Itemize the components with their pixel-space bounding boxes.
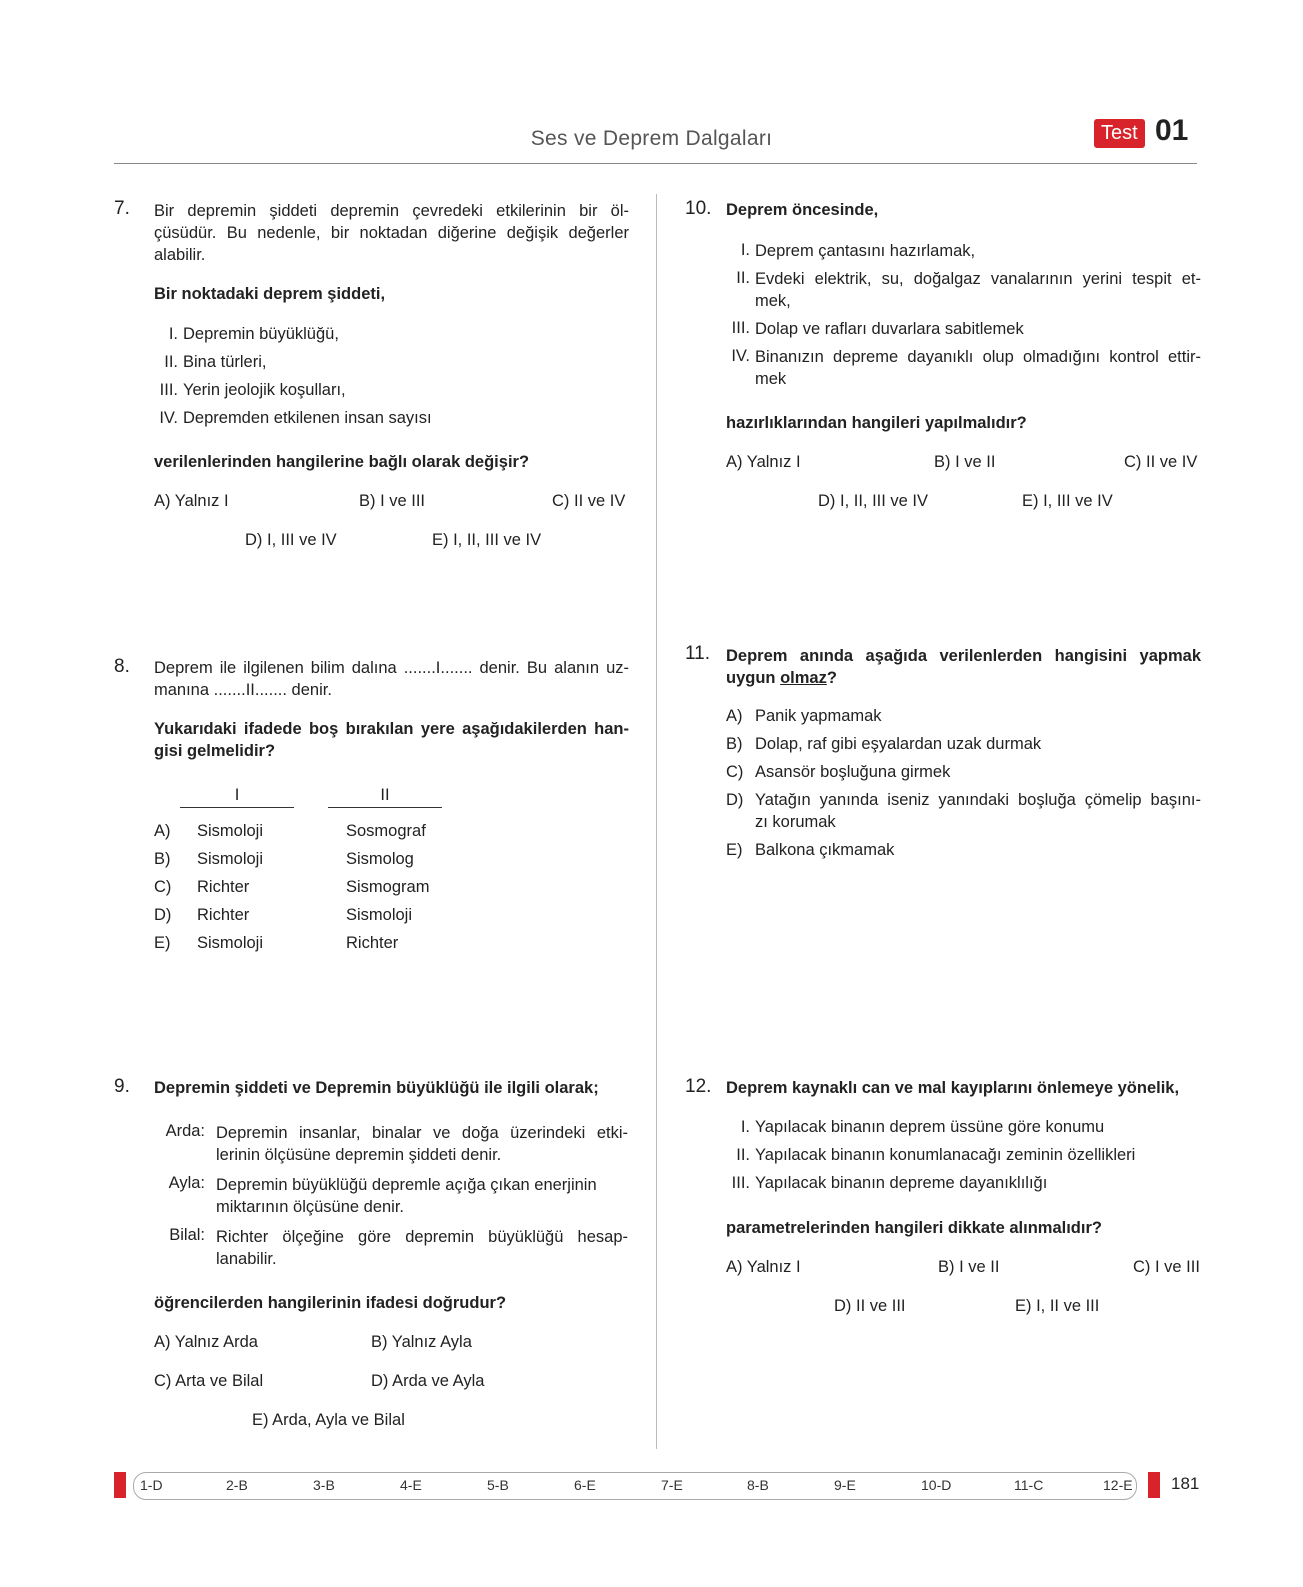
- test-badge: Test: [1094, 119, 1145, 148]
- q9-statement-line: miktarının ölçüsüne denir.: [216, 1198, 405, 1216]
- q10-option-e[interactable]: E) I, III ve IV: [1022, 492, 1113, 510]
- q10-item-line: mek: [755, 370, 787, 388]
- q11-prompt-line: [726, 667, 1201, 689]
- q12-roman: II.: [736, 1146, 750, 1164]
- q8-row-col1: Richter: [197, 906, 250, 924]
- q7-option-a[interactable]: A) Yalnız I: [154, 492, 229, 510]
- q9-option-d[interactable]: D) Arda ve Ayla: [371, 1372, 485, 1390]
- q9-student-statement: [216, 1122, 628, 1166]
- answer-key-item: 1-D: [140, 1477, 163, 1493]
- footer-accent-left: [114, 1472, 126, 1498]
- q10-item-line: Binanızın depreme dayanıklı olup olmadığını kontrol ettir-: [755, 348, 1201, 366]
- q9-student-name: Bilal:: [169, 1226, 205, 1244]
- q8-row-col2: Sismogram: [346, 878, 430, 896]
- q8-number: 8.: [114, 656, 130, 677]
- q12-question: parametrelerinden hangileri dikkate alınmalıdır?: [726, 1219, 1102, 1237]
- q11-option-line: Yatağın yanında iseniz yanındaki boşluğa çömelip başını-: [755, 791, 1201, 809]
- answer-key-item: 9-E: [834, 1477, 856, 1493]
- q7-stem-line: alabilir.: [154, 246, 206, 264]
- answer-key-item: 2-B: [226, 1477, 248, 1493]
- q10-option-c[interactable]: C) II ve IV: [1124, 453, 1198, 471]
- q7-roman: II.: [164, 353, 178, 371]
- q7-number: 7.: [114, 198, 130, 219]
- q8-row-letter[interactable]: C): [154, 878, 172, 896]
- q11-prompt-part: ?: [826, 669, 837, 687]
- q10-item-line: Evdeki elektrik, su, doğalgaz vanalarının yerini tespit et-: [755, 270, 1201, 288]
- q10-prompt: Deprem öncesinde,: [726, 201, 879, 219]
- q7-roman: IV.: [159, 409, 178, 427]
- q8-row-col2: Richter: [346, 934, 399, 952]
- q8-question-line: gisi gelmelidir?: [154, 742, 276, 760]
- q11-option-text: Dolap, raf gibi eşyalardan uzak durmak: [755, 735, 1042, 753]
- q9-statement-line: lerinin ölçüsüne depremin şiddeti denir.: [216, 1146, 502, 1164]
- q10-roman: III.: [731, 319, 750, 337]
- q8-question: [154, 718, 629, 762]
- q7-stem-line: çüsüdür. Bu nedenle, bir noktadan diğerine değişik değerler: [154, 224, 629, 242]
- q10-roman: II.: [736, 269, 750, 287]
- answer-key-item: 7-E: [661, 1477, 683, 1493]
- q8-row-col2: Sismolog: [346, 850, 414, 868]
- answer-key-item: 3-B: [313, 1477, 335, 1493]
- q7-item: Depremin büyüklüğü,: [183, 325, 339, 343]
- q12-item: Yapılacak binanın konumlanacağı zeminin özellikleri: [755, 1146, 1136, 1164]
- q11-option-text: [755, 789, 1201, 833]
- q11-option-letter[interactable]: E): [726, 841, 743, 859]
- q8-row-letter[interactable]: E): [154, 934, 171, 952]
- q12-option-d[interactable]: D) II ve III: [834, 1297, 906, 1315]
- q8-row-col2: Sismoloji: [346, 906, 413, 924]
- header-divider: [114, 163, 1197, 164]
- q8-row-letter[interactable]: B): [154, 850, 171, 868]
- q12-prompt: Deprem kaynaklı can ve mal kayıplarını önlemeye yönelik,: [726, 1079, 1180, 1097]
- q7-item: Yerin jeolojik koşulları,: [183, 381, 346, 399]
- q8-row-col1: Richter: [197, 878, 250, 896]
- q9-student-statement: [216, 1226, 628, 1270]
- q9-option-a[interactable]: A) Yalnız Arda: [154, 1333, 258, 1351]
- q11-option-text: Asansör boşluğuna girmek: [755, 763, 951, 781]
- q11-option-letter[interactable]: C): [726, 763, 744, 781]
- q12-option-c[interactable]: C) I ve III: [1133, 1258, 1200, 1276]
- q9-statement-line: lanabilir.: [216, 1250, 277, 1268]
- q9-number: 9.: [114, 1076, 130, 1097]
- q12-roman: I.: [740, 1118, 750, 1136]
- q7-roman: I.: [168, 325, 178, 343]
- q8-stem-line: manına .......II....... denir.: [154, 681, 332, 699]
- q7-option-e[interactable]: E) I, II, III ve IV: [432, 531, 542, 549]
- q10-number: 10.: [685, 198, 712, 219]
- q9-option-b[interactable]: B) Yalnız Ayla: [371, 1333, 472, 1351]
- column-divider: [656, 194, 657, 1449]
- q9-statement-line: Depremin büyüklüğü depremle açığa çıkan enerjinin: [216, 1176, 597, 1194]
- q7-item: Depremden etkilenen insan sayısı: [183, 409, 432, 427]
- q12-option-a[interactable]: A) Yalnız I: [726, 1258, 801, 1276]
- answer-key-item: 11-C: [1014, 1477, 1044, 1493]
- q11-prompt-line: Deprem anında aşağıda verilenlerden hangisini yapmak: [726, 647, 1201, 665]
- q9-option-e[interactable]: E) Arda, Ayla ve Bilal: [252, 1411, 405, 1429]
- q10-roman: I.: [740, 241, 750, 259]
- q8-col-header-2: II: [380, 786, 390, 804]
- q8-stem: [154, 657, 629, 701]
- q7-prompt: Bir noktadaki deprem şiddeti,: [154, 285, 386, 303]
- q7-stem-line: Bir depremin şiddeti depremin çevredeki etkilerinin bir öl-: [154, 202, 629, 220]
- q11-option-letter[interactable]: D): [726, 791, 744, 809]
- page-title: Ses ve Deprem Dalgaları: [530, 127, 773, 150]
- q10-item: Dolap ve rafları duvarlara sabitlemek: [755, 320, 1024, 338]
- q9-statement-line: Depremin insanlar, binalar ve doğa üzerindeki etki-: [216, 1124, 628, 1142]
- q11-negation: olmaz: [780, 669, 827, 687]
- q12-item: Yapılacak binanın depreme dayanıklılığı: [755, 1174, 1048, 1192]
- q11-number: 11.: [685, 643, 711, 664]
- q10-option-b[interactable]: B) I ve II: [934, 453, 996, 471]
- q9-student-name: Arda:: [165, 1122, 205, 1140]
- q12-roman: III.: [731, 1174, 750, 1192]
- q7-option-d[interactable]: D) I, III ve IV: [245, 531, 337, 549]
- q8-row-col1: Sismoloji: [197, 850, 264, 868]
- q8-row-letter[interactable]: D): [154, 906, 172, 924]
- q7-question: verilenlerinden hangilerine bağlı olarak değişir?: [154, 453, 530, 471]
- q10-item: [755, 346, 1201, 390]
- q9-option-c[interactable]: C) Arta ve Bilal: [154, 1372, 264, 1390]
- q12-number: 12.: [685, 1076, 712, 1097]
- answer-key-item: 12-E: [1103, 1477, 1133, 1493]
- q8-col-rule: [180, 807, 294, 808]
- q11-option-letter[interactable]: A): [726, 707, 743, 725]
- q9-question: öğrencilerden hangilerinin ifadesi doğrudur?: [154, 1294, 507, 1312]
- q11-option-text: Balkona çıkmamak: [755, 841, 895, 859]
- answer-key-item: 8-B: [747, 1477, 769, 1493]
- q9-prompt: Depremin şiddeti ve Depremin büyüklüğü ile ilgili olarak;: [154, 1079, 599, 1097]
- q10-item-line: mek,: [755, 292, 791, 310]
- answer-key-item: 5-B: [487, 1477, 509, 1493]
- page-number: 181: [1171, 1474, 1200, 1493]
- q12-option-e[interactable]: E) I, II ve III: [1015, 1297, 1100, 1315]
- q7-roman: III.: [159, 381, 178, 399]
- q11-prompt-part: uygun: [726, 669, 781, 687]
- q7-stem: [154, 200, 629, 266]
- q8-row-letter[interactable]: A): [154, 822, 171, 840]
- q9-student-statement: [216, 1174, 628, 1218]
- q7-option-c[interactable]: C) II ve IV: [552, 492, 626, 510]
- q10-question: hazırlıklarından hangileri yapılmalıdır?: [726, 414, 1027, 432]
- answer-key-bar: [133, 1472, 1137, 1500]
- q8-col-header-1: I: [234, 786, 240, 804]
- q11-option-text: Panik yapmamak: [755, 707, 882, 725]
- test-number: 01: [1155, 114, 1189, 147]
- answer-key-item: 6-E: [574, 1477, 596, 1493]
- footer-accent-right: [1148, 1472, 1160, 1498]
- q9-student-name: Ayla:: [168, 1174, 205, 1192]
- q10-item: Deprem çantasını hazırlamak,: [755, 242, 976, 260]
- q10-option-a[interactable]: A) Yalnız I: [726, 453, 801, 471]
- q10-roman: IV.: [731, 347, 750, 365]
- q10-option-d[interactable]: D) I, II, III ve IV: [818, 492, 929, 510]
- q11-option-letter[interactable]: B): [726, 735, 743, 753]
- answer-key-item: 10-D: [921, 1477, 952, 1493]
- q11-prompt: [726, 645, 1201, 689]
- q12-option-b[interactable]: B) I ve II: [938, 1258, 1000, 1276]
- q7-option-b[interactable]: B) I ve III: [359, 492, 426, 510]
- q8-row-col1: Sismoloji: [197, 934, 264, 952]
- q8-question-line: Yukarıdaki ifadede boş bırakılan yere aşağıdakilerden han-: [154, 720, 629, 738]
- q9-statement-line: Richter ölçeğine göre depremin büyüklüğü hesap-: [216, 1228, 628, 1246]
- q10-item: [755, 268, 1201, 312]
- q8-row-col1: Sismoloji: [197, 822, 264, 840]
- answer-key-item: 4-E: [400, 1477, 422, 1493]
- q7-item: Bina türleri,: [183, 353, 267, 371]
- q8-row-col2: Sosmograf: [346, 822, 426, 840]
- q12-item: Yapılacak binanın deprem üssüne göre konumu: [755, 1118, 1105, 1136]
- q11-option-line: zı korumak: [755, 813, 836, 831]
- q8-stem-line: Deprem ile ilgilenen bilim dalına .......I....... denir. Bu alanın uz-: [154, 659, 629, 677]
- q8-col-rule: [328, 807, 442, 808]
